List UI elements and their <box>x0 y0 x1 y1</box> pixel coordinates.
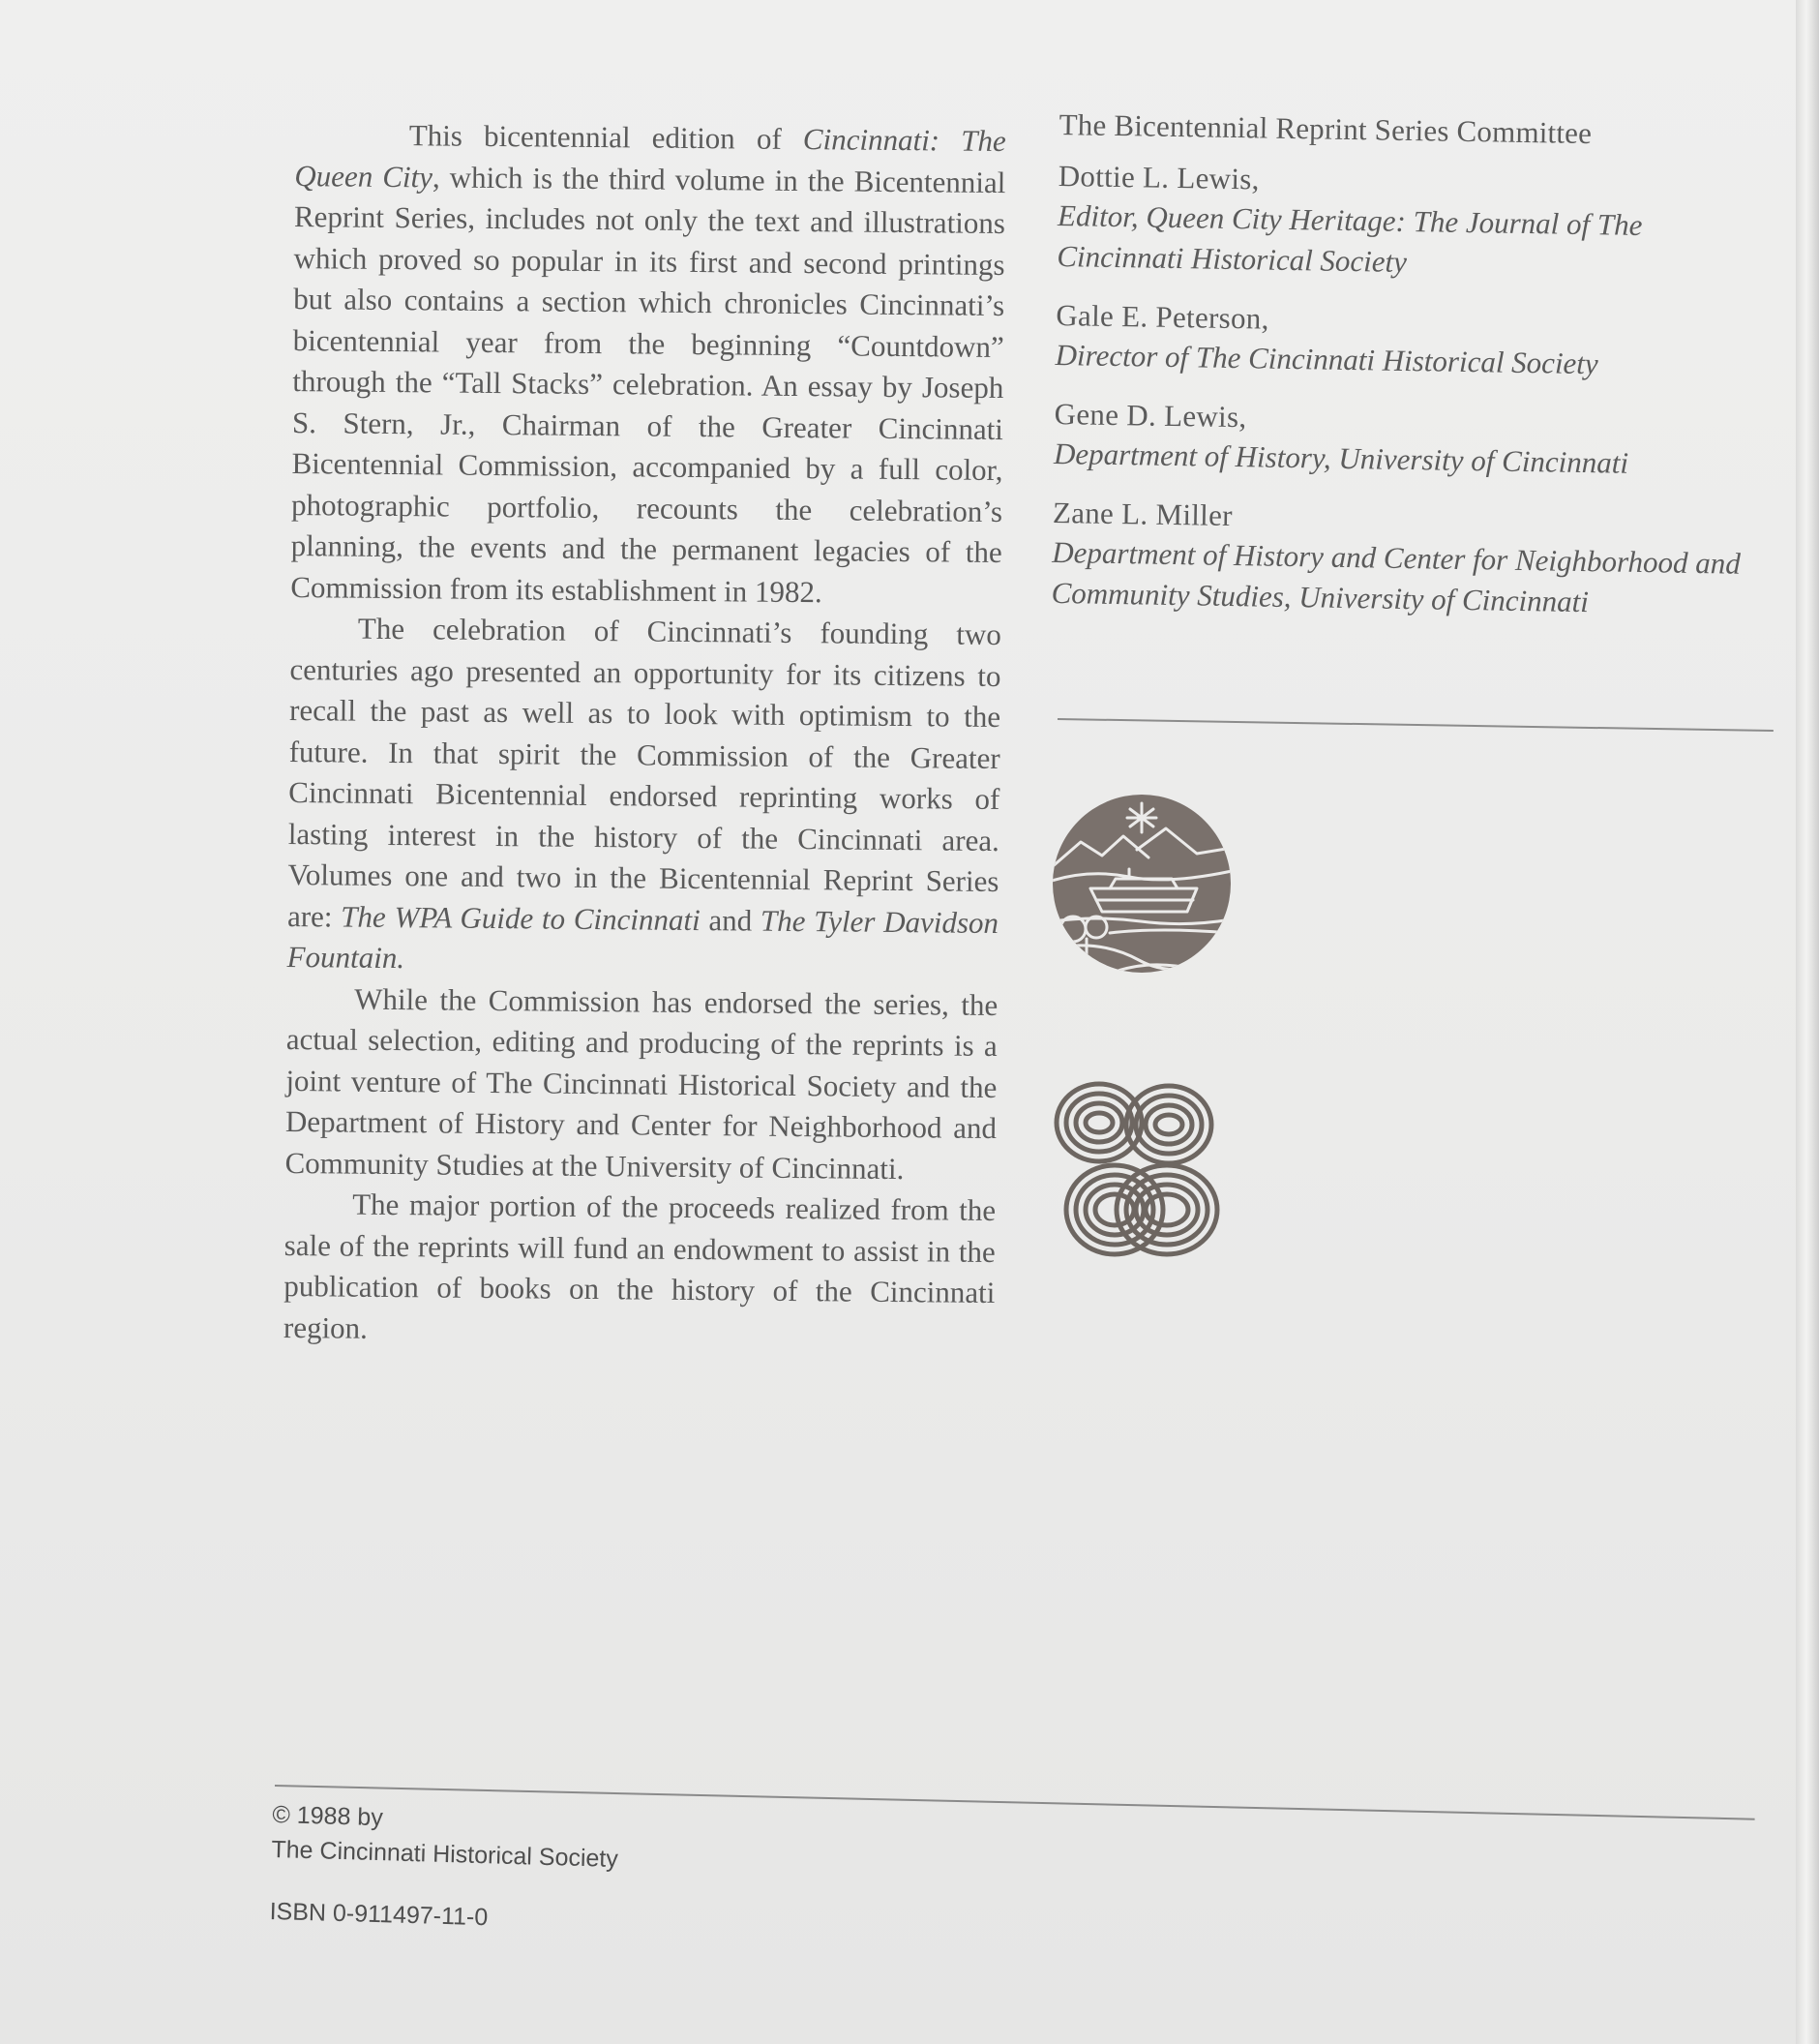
intro-p2-and: and <box>700 902 761 938</box>
member-name: Zane L. Miller <box>1052 495 1234 533</box>
intro-paragraph-2 <box>286 608 1001 985</box>
committee-title: The Bicentennial Reprint Series Committee <box>1059 106 1593 151</box>
committee-member <box>1055 296 1752 387</box>
striped-88-logo-icon <box>1043 1076 1229 1260</box>
intro-p1-rest: , which is the third volume in the Bicentennial Reprint Series, includes not only the text and illustrations which proved so popular in its first and second printings but also contains a section which chronicles Cincinnati’s bicentennial year from the beginning “Countdown” through the “Tall Stacks” celebration. An essay by Joseph S. Stern, Jr., Chairman of the Greater Cincinnati Bicentennial Commission, accompanied by a full color, photographic portfolio, recounts the celebration’s planning, the events and the permanent legacies of the Commission from its establishment in 1982. <box>290 159 1006 609</box>
colophon <box>269 1797 853 1945</box>
section-divider-rule <box>1058 718 1774 732</box>
intro-p1-lead: This bicentennial edition of <box>408 118 804 157</box>
intro-p2-lead: The celebration of Cincinnati’s founding two centuries ago presented an opportunity for its citizens to recall the past as well as to look with optimism to the future. In that spirit the Commission of the Greater Cincinnati Bicentennial endorsed reprinting works of lasting interest in the history of the Cincinnati area. Volumes one and two in the Bicentennial Reprint Series are: <box>286 611 1002 933</box>
intro-text-column <box>283 114 1006 1355</box>
intro-paragraph-1 <box>290 114 1006 615</box>
intro-p1-book-title: Cincinnati: The Queen City <box>294 122 1006 194</box>
member-name: Gene D. Lewis, <box>1054 396 1247 435</box>
member-role: Department of History and Center for Neighborhood and Community Studies, University of Cincinnati <box>1051 534 1742 619</box>
river-landscape-emblem-icon <box>1052 794 1232 974</box>
committee-member <box>1057 157 1755 288</box>
member-name: Dottie L. Lewis, <box>1058 158 1261 196</box>
member-name: Gale E. Peterson, <box>1056 297 1269 336</box>
member-role: Department of History, University of Cincinnati <box>1053 436 1629 480</box>
intro-p2-title-1: The WPA Guide to Cincinnati <box>341 898 701 937</box>
intro-paragraph-3: While the Commission has endorsed the series, the actual selection, editing and producing of the reprints is a joint venture of The Cincinnati Historical Society and the Department of History and Center for Neighborhood and Community Studies at the University of Cincinnati. <box>284 981 999 1186</box>
committee-member <box>1054 395 1751 486</box>
copyright-line: © 1988 by <box>272 1800 384 1832</box>
committee-column <box>1051 105 1756 645</box>
intro-p2-title-2: The Tyler Davidson Fountain. <box>286 903 999 976</box>
committee-member <box>1051 494 1749 625</box>
member-role: Editor, Queen City Heritage: The Journal of The Cincinnati Historical Society <box>1057 197 1643 279</box>
member-role: Director of The Cincinnati Historical Society <box>1055 337 1599 381</box>
isbn-line: ISBN 0-911497-11-0 <box>269 1897 489 1932</box>
intro-paragraph-4: The major portion of the proceeds realized from the sale of the reprints will fund an endowment to assist in the publication of books on the history of the Cincinnati region. <box>283 1187 997 1345</box>
publisher-line: The Cincinnati Historical Society <box>271 1835 619 1873</box>
page-edge <box>1796 0 1819 2044</box>
